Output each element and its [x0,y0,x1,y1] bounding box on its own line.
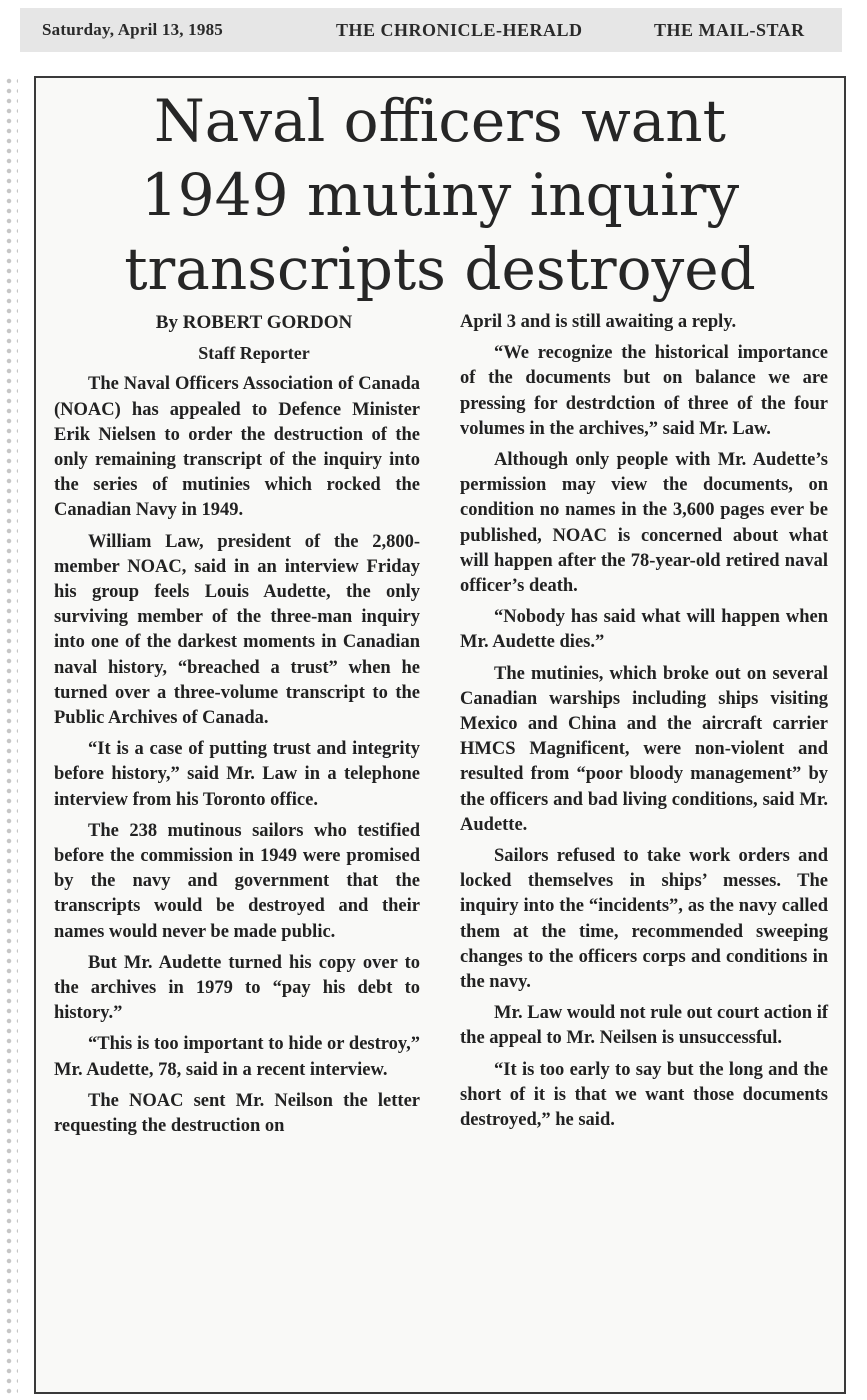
clipping-edge [4,76,18,1394]
paragraph: “Nobody has said what will happen when Mr. Audette dies.” [460,607,828,653]
paragraph: Although only people with Mr. Audette’s permission may view the documents, on condition no names in the 3,600 pages ever be published, NOAC is concerned about what will happen after the 78-year-old retired naval officer’s death. [460,450,828,597]
headline-line: Naval officers want [154,87,726,155]
publication-date: Saturday, April 13, 1985 [42,20,223,39]
paragraph: “It is too early to say but the long and the short of it is that we want those documents destroyed,” he said. [460,1059,828,1131]
paragraph: “This is too important to hide or destroy,” Mr. Audette, 78, said in a recent interview. [54,1034,420,1080]
headline-line: 1949 mutiny inquiry [140,161,740,229]
paragraph: William Law, president of the 2,800-member NOAC, said in an interview Friday his group feels Louis Audette, the only surviving member of the three-man inquiry into one of the darkest moments in Canadian naval history, “breached a trust” when he turned over a three-volume transcript to the Public Archives of Canada. [54,531,420,729]
masthead-strip [20,8,842,52]
paragraph: April 3 and is still awaiting a reply. [460,312,737,332]
headline-line: transcripts destroyed [124,235,756,303]
paragraph: Sailors refused to take work orders and locked themselves in ships’ messes. The inquiry into the “incidents”, as the navy called them at the time, recommended sweeping changes to the officers corps and conditions in the navy. [460,846,828,993]
headline [36,84,844,306]
paragraph: “It is a case of putting trust and integrity before history,” said Mr. Law in a telephone interview from his Toronto office. [54,739,420,810]
paragraph: The 238 mutinous sailors who testified before the commission in 1949 were promised by the navy and government that the transcripts would be destroyed and their names would never be made public. [54,820,420,942]
article-column-right [460,310,828,1139]
paragraph: The NOAC sent Mr. Neilson the letter requesting the destruction on [54,1090,420,1137]
newspaper-name-secondary: THE MAIL-STAR [654,19,805,40]
paragraph: “We recognize the historical importance of the documents but on balance we are pressing for destrdction of three of the four volumes in the archives,” said Mr. Law. [460,343,828,439]
byline-title: Staff Reporter [198,343,310,364]
article-column-left [54,310,420,1145]
paragraph: But Mr. Audette turned his copy over to the archives in 1979 to “pay his debt to history.” [54,952,420,1024]
paragraph: The Naval Officers Association of Canada (NOAC) has appealed to Defence Minister Erik Nielsen to order the destruction of the only remaining transcript of the inquiry into the series of mutinies which rocked the Canadian Navy in 1949. [54,374,420,521]
newspaper-name: THE CHRONICLE-HERALD [336,19,583,40]
byline: By ROBERT GORDON [155,312,353,333]
paragraph: Mr. Law would not rule out court action if the appeal to Mr. Neilsen is unsuccessful. [460,1003,828,1049]
paragraph: The mutinies, which broke out on several Canadian warships including ships visiting Mexico and China and the aircraft carrier HMCS Magnificent, were non-violent and resulted from “poor bloody management” by the officers and bad living conditions, said Mr. Audette. [460,663,828,835]
